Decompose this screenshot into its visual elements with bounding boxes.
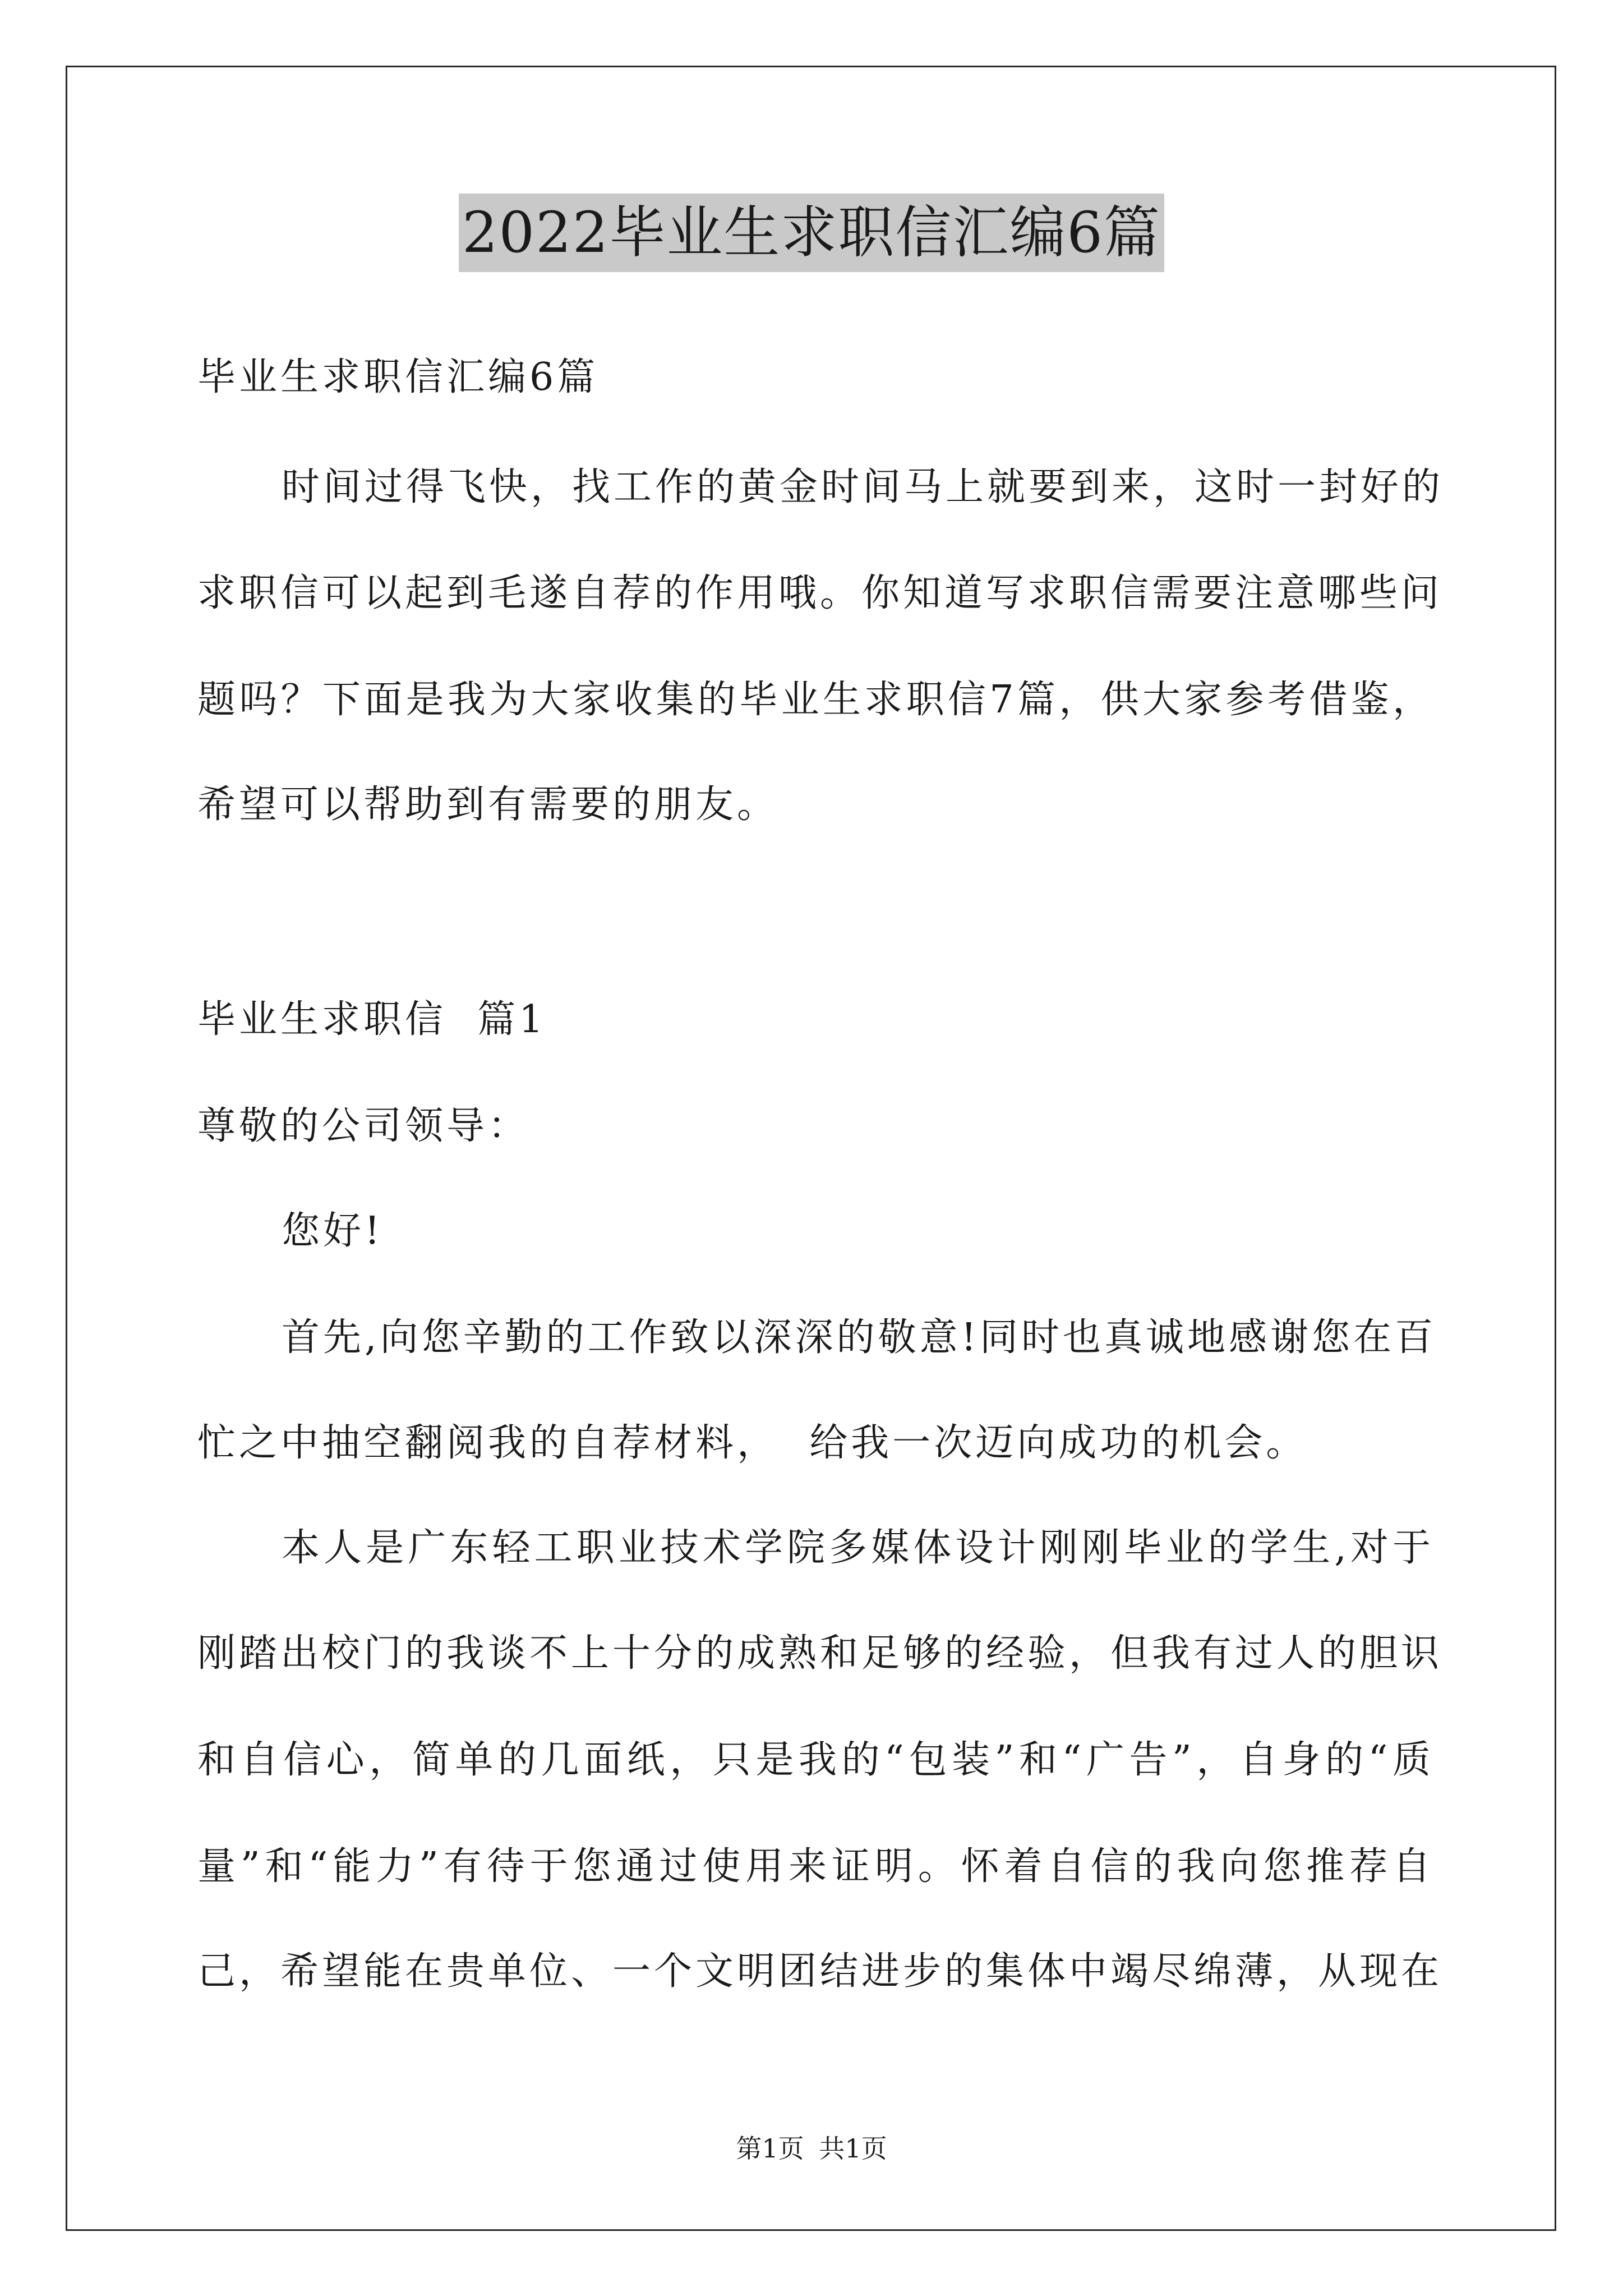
para2-line-4: 量”和“能力”有待于您通过使用来证明。怀着自信的我向您推荐自 <box>197 1844 1434 1889</box>
page-footer <box>0 2132 1623 2165</box>
para2-line-5: 己，希望能在贵单位、一个文明团结进步的集体中竭尽绵薄，从现在 <box>197 1949 1443 1994</box>
intro-line-4: 希望可以帮助到有需要的朋友。 <box>197 783 779 827</box>
greeting: 您好! <box>282 1209 384 1253</box>
para2-line-3: 和自信心，简单的几面纸，只是我的“包装”和“广告”，自身的“质 <box>197 1738 1434 1782</box>
document-title: 2022毕业生求职信汇编6篇 <box>459 194 1164 272</box>
para2-line-2: 刚踏出校门的我谈不上十分的成熟和足够的经验，但我有过人的胆识 <box>197 1631 1443 1676</box>
intro-line-1: 时间过得飞快，找工作的黄金时间马上就要到来，这时一封好的 <box>282 465 1444 509</box>
subtitle: 毕业生求职信汇编6篇 <box>197 355 599 399</box>
total-pages: 共1页 <box>819 2133 887 2164</box>
title-container <box>0 194 1623 272</box>
page-number: 第1页 <box>736 2133 804 2164</box>
para1-line-1: 首先,向您辛勤的工作致以深深的敬意!同时也真诚地感谢您在百 <box>282 1315 1436 1360</box>
intro-line-3: 题吗？下面是我为大家收集的毕业生求职信7篇，供大家参考借鉴， <box>197 678 1434 722</box>
para2-line-1: 本人是广东轻工职业技术学院多媒体设计刚刚毕业的学生,对于 <box>282 1526 1434 1570</box>
intro-line-2: 求职信可以起到毛遂自荐的作用哦。你知道写求职信需要注意哪些问 <box>197 571 1443 615</box>
para1-line-2: 忙之中抽空翻阅我的自荐材料， 给我一次迈向成功的机会。 <box>197 1421 1308 1465</box>
salutation: 尊敬的公司领导： <box>197 1104 530 1148</box>
section-heading: 毕业生求职信 篇1 <box>197 997 547 1042</box>
